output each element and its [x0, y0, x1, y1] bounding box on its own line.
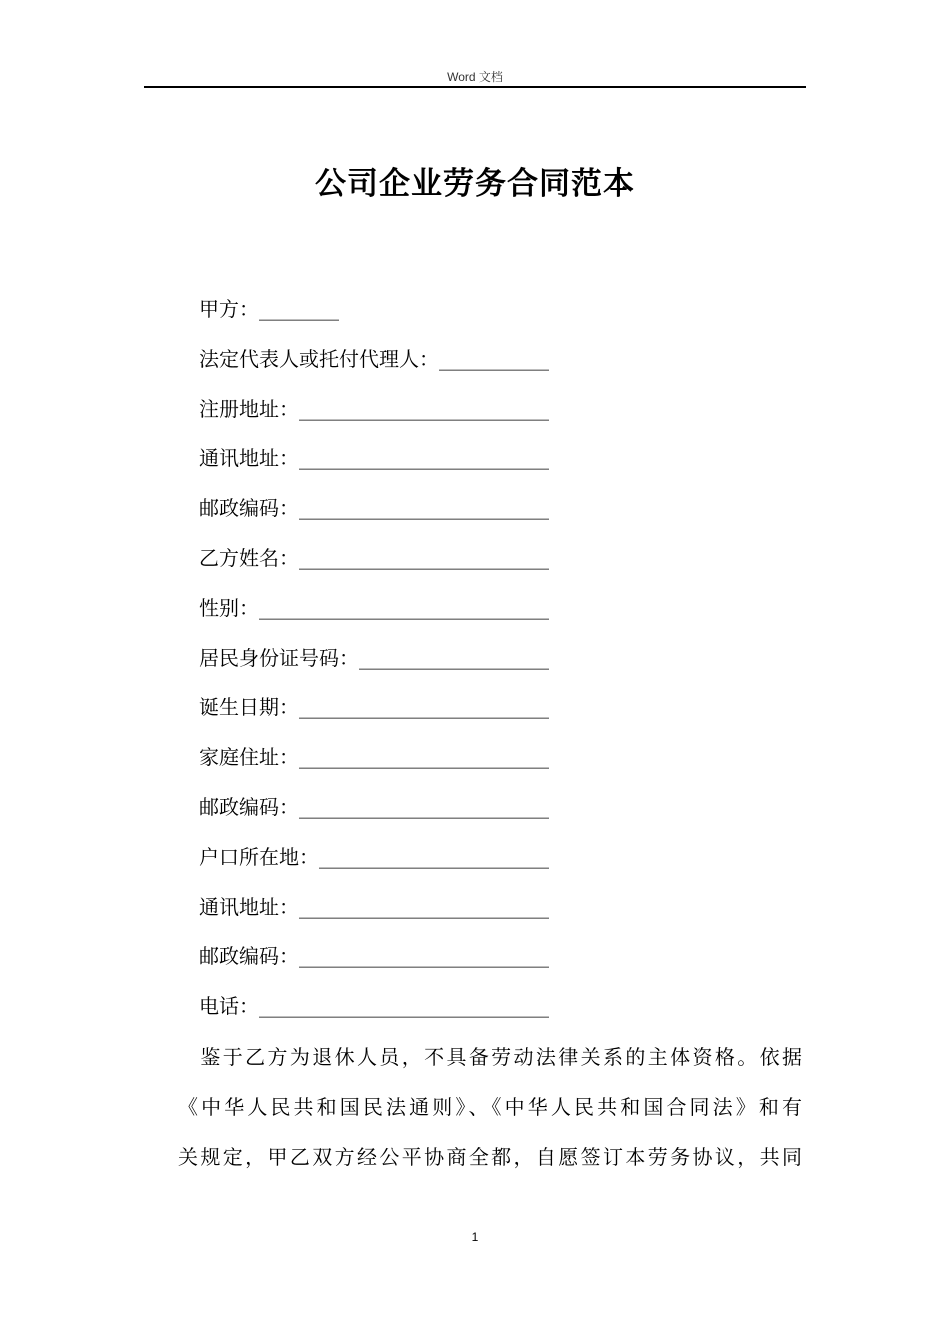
field-registered-address — [199, 392, 619, 442]
field-label: 性别： — [199, 595, 259, 620]
field-gender — [199, 591, 619, 641]
field-party-a — [199, 292, 619, 342]
field-home-address — [199, 740, 619, 790]
field-party-b-name — [199, 541, 619, 591]
contract-fields — [199, 292, 619, 1039]
preamble-paragraph — [178, 1032, 802, 1182]
field-label: 邮政编码： — [199, 794, 299, 819]
field-blank: _________________________ — [299, 944, 549, 969]
paragraph-line: 《中华人民共和国民法通则》、《中华人民共和国合同法》和有 — [178, 1095, 802, 1119]
field-legal-representative — [199, 342, 619, 392]
paragraph-line: 关规定，甲乙双方经公平协商全都，自愿签订本劳务协议，共同 — [178, 1145, 802, 1169]
field-label: 居民身份证号码： — [199, 645, 359, 670]
field-blank: _________________________ — [299, 545, 549, 570]
field-label: 户口所在地： — [199, 844, 319, 869]
field-label: 甲方： — [199, 297, 259, 321]
field-mailing-address-a — [199, 441, 619, 491]
page-header: Word 文档 — [447, 70, 503, 84]
field-blank: _________________________ — [299, 496, 549, 521]
field-blank: ___________ — [439, 346, 549, 371]
field-blank: _________________________ — [299, 794, 549, 819]
document-title: 公司企业劳务合同范本 — [315, 166, 635, 202]
field-blank: ________ — [259, 297, 339, 321]
field-blank: ___________________ — [359, 645, 549, 670]
field-postcode-home — [199, 790, 619, 840]
field-blank: _____________________________ — [259, 994, 549, 1019]
field-label: 家庭住址： — [199, 745, 299, 770]
field-blank: _________________________ — [299, 745, 549, 770]
field-label: 法定代表人或托付代理人： — [199, 346, 439, 371]
header-divider — [144, 86, 806, 88]
field-postcode-a — [199, 491, 619, 541]
field-label: 注册地址： — [199, 396, 299, 421]
paragraph-line: 鉴于乙方为退休人员，不具备劳动法律关系的主体资格。依据 — [178, 1045, 802, 1069]
page-number: 1 — [471, 1230, 479, 1244]
field-label: 乙方姓名： — [199, 545, 299, 570]
field-postcode-b — [199, 939, 619, 989]
field-blank: _____________________________ — [259, 595, 549, 620]
field-blank: _______________________ — [319, 844, 549, 869]
field-blank: _________________________ — [299, 446, 549, 471]
field-mailing-address-b — [199, 890, 619, 940]
field-blank: _________________________ — [299, 894, 549, 919]
field-label: 邮政编码： — [199, 496, 299, 521]
field-label: 邮政编码： — [199, 944, 299, 969]
field-label: 电话： — [199, 994, 259, 1019]
field-label: 诞生日期： — [199, 695, 299, 720]
field-birth-date — [199, 690, 619, 740]
field-household-registration — [199, 840, 619, 890]
field-blank: _________________________ — [299, 695, 549, 720]
field-blank: _________________________ — [299, 396, 549, 421]
field-id-number — [199, 641, 619, 691]
field-label: 通讯地址： — [199, 894, 299, 919]
field-label: 通讯地址： — [199, 446, 299, 471]
